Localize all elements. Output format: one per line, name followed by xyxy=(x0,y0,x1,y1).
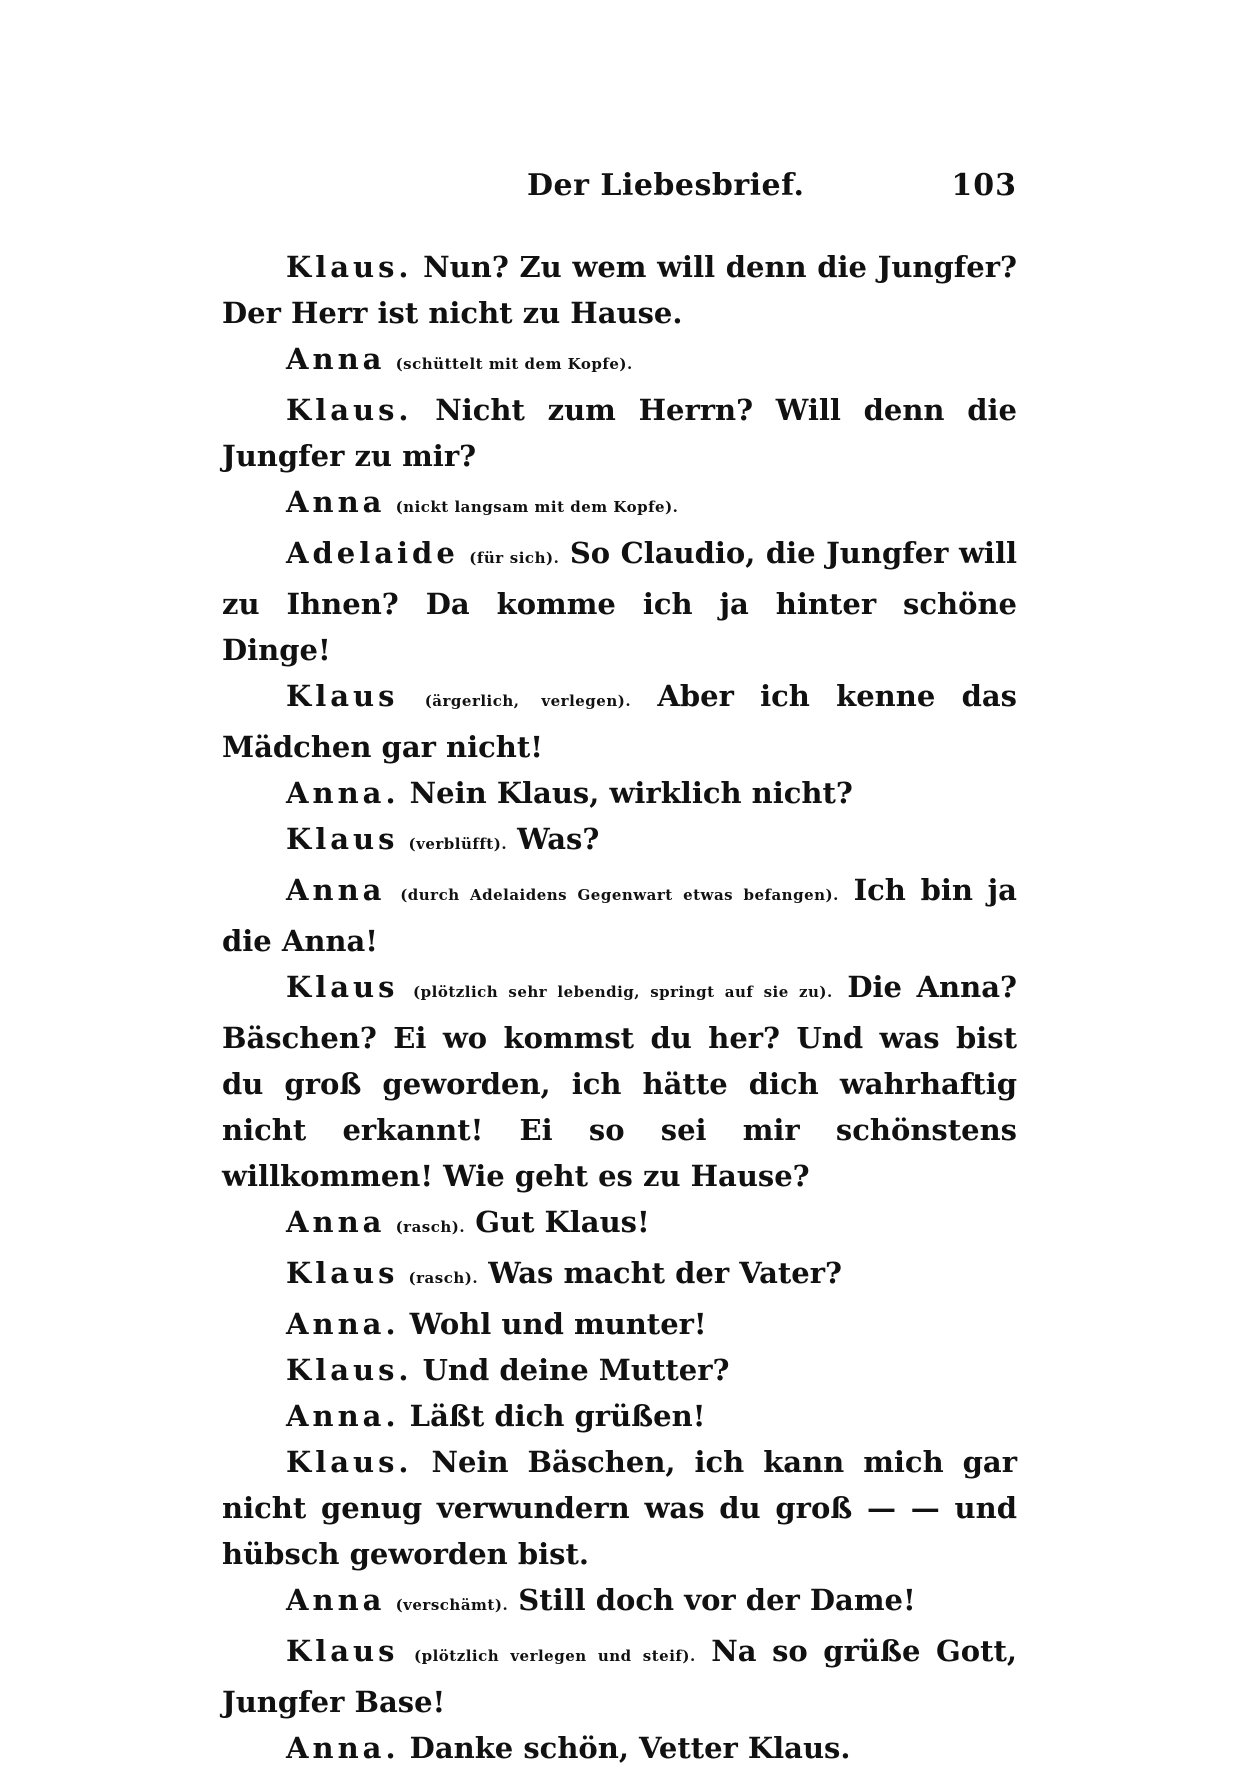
dialogue-paragraph xyxy=(222,479,1017,530)
spoken-line: Danke schön, Vetter Klaus. xyxy=(409,1731,851,1765)
speaker-name: Anna. xyxy=(286,1731,400,1765)
page-header xyxy=(222,168,1017,218)
stage-direction: (durch Adelaidens Gegenwart etwas befangen). xyxy=(400,886,839,904)
spoken-line: Nicht zum Herrn? Will denn die Jungfer zu mir? xyxy=(222,393,1017,473)
stage-direction: (für sich). xyxy=(469,549,560,567)
dialogue-paragraph xyxy=(222,1439,1017,1577)
spoken-line: Nein Klaus, wirklich nicht? xyxy=(409,776,853,810)
speaker-name: Anna xyxy=(286,1583,386,1617)
spoken-line: Nun? Zu wem will denn die Jungfer? Der Herr ist nicht zu Hause. xyxy=(222,250,1017,330)
spoken-line: Aber ich kenne das Mädchen gar nicht! xyxy=(222,679,1017,764)
speaker-name: Anna. xyxy=(286,1399,400,1433)
speaker-name: Anna xyxy=(286,1205,386,1239)
speaker-name: Klaus xyxy=(286,1256,399,1290)
dialogue-paragraph xyxy=(222,1347,1017,1393)
dialogue-paragraph xyxy=(222,336,1017,387)
dialogue-paragraph xyxy=(222,244,1017,336)
spoken-line: Und deine Mutter? xyxy=(422,1353,730,1387)
dialogue-paragraph xyxy=(222,1628,1017,1725)
dialogue-paragraph xyxy=(222,673,1017,770)
dialogue-paragraph xyxy=(222,816,1017,867)
dialogue-paragraph xyxy=(222,867,1017,964)
spoken-line: Ich bin ja die Anna! xyxy=(222,873,1017,958)
running-title: Der Liebesbrief. xyxy=(527,168,805,203)
dialogue-paragraph xyxy=(222,1577,1017,1628)
spoken-line: So Claudio, die Jungfer will zu Ihnen? Da komme ich ja hinter schöne Dinge! xyxy=(222,536,1017,667)
stage-direction: (nickt langsam mit dem Kopfe). xyxy=(395,498,679,516)
stage-direction: (rasch). xyxy=(395,1218,466,1236)
speaker-name: Klaus. xyxy=(286,1445,413,1479)
dialogue-paragraph xyxy=(222,770,1017,816)
stage-direction: (schüttelt mit dem Kopfe). xyxy=(395,355,633,373)
spoken-line: Gut Klaus! xyxy=(475,1205,650,1239)
stage-direction: (rasch). xyxy=(408,1269,479,1287)
speaker-name: Klaus xyxy=(286,970,399,1004)
spoken-line: Nein Bäschen, ich kann mich gar nicht genug verwundern was du groß — — und hübsch geworden bist. xyxy=(222,1445,1017,1571)
spoken-line: Die Anna? Bäschen? Ei wo kommst du her? Und was bist du groß geworden, ich hätte dich wahrhaftig nicht erkannt! Ei so sei mir schönstens willkommen! Wie geht es zu Hause? xyxy=(222,970,1017,1193)
dialogue-paragraph xyxy=(222,1393,1017,1439)
speaker-name: Klaus. xyxy=(286,1353,413,1387)
dialogue-paragraph xyxy=(222,530,1017,673)
speaker-name: Anna xyxy=(286,873,386,907)
spoken-line: Läßt dich grüßen! xyxy=(409,1399,706,1433)
speaker-name: Klaus. xyxy=(286,393,413,427)
stage-direction: (verblüfft). xyxy=(408,835,508,853)
speaker-name: Anna xyxy=(286,485,386,519)
spoken-line: Was macht der Vater? xyxy=(488,1256,843,1290)
spoken-line: Na so grüße Gott, Jungfer Base! xyxy=(222,1634,1017,1719)
dialogue-paragraph xyxy=(222,1725,1017,1771)
stage-direction: (plötzlich sehr lebendig, springt auf sie zu). xyxy=(413,983,833,1001)
dialogue-paragraph xyxy=(222,964,1017,1199)
spoken-line: Wohl und munter! xyxy=(409,1307,707,1341)
stage-direction: (plötzlich verlegen und steif). xyxy=(413,1647,696,1665)
speaker-name: Klaus xyxy=(286,679,399,713)
speaker-name: Klaus xyxy=(286,822,399,856)
stage-direction: (ärgerlich, verlegen). xyxy=(424,692,632,710)
dialogue-text xyxy=(222,244,1017,1771)
dialogue-paragraph xyxy=(222,1250,1017,1301)
speaker-name: Adelaide xyxy=(286,536,459,570)
speaker-name: Klaus xyxy=(286,1634,399,1668)
speaker-name: Anna. xyxy=(286,776,400,810)
spoken-line: Was? xyxy=(517,822,600,856)
dialogue-paragraph xyxy=(222,387,1017,479)
speaker-name: Anna. xyxy=(286,1307,400,1341)
page-number: 103 xyxy=(951,168,1017,203)
dialogue-paragraph xyxy=(222,1199,1017,1250)
speaker-name: Anna xyxy=(286,342,386,376)
speaker-name: Klaus. xyxy=(286,250,413,284)
stage-direction: (verschämt). xyxy=(395,1596,509,1614)
dialogue-paragraph xyxy=(222,1301,1017,1347)
spoken-line: Still doch vor der Dame! xyxy=(518,1583,916,1617)
